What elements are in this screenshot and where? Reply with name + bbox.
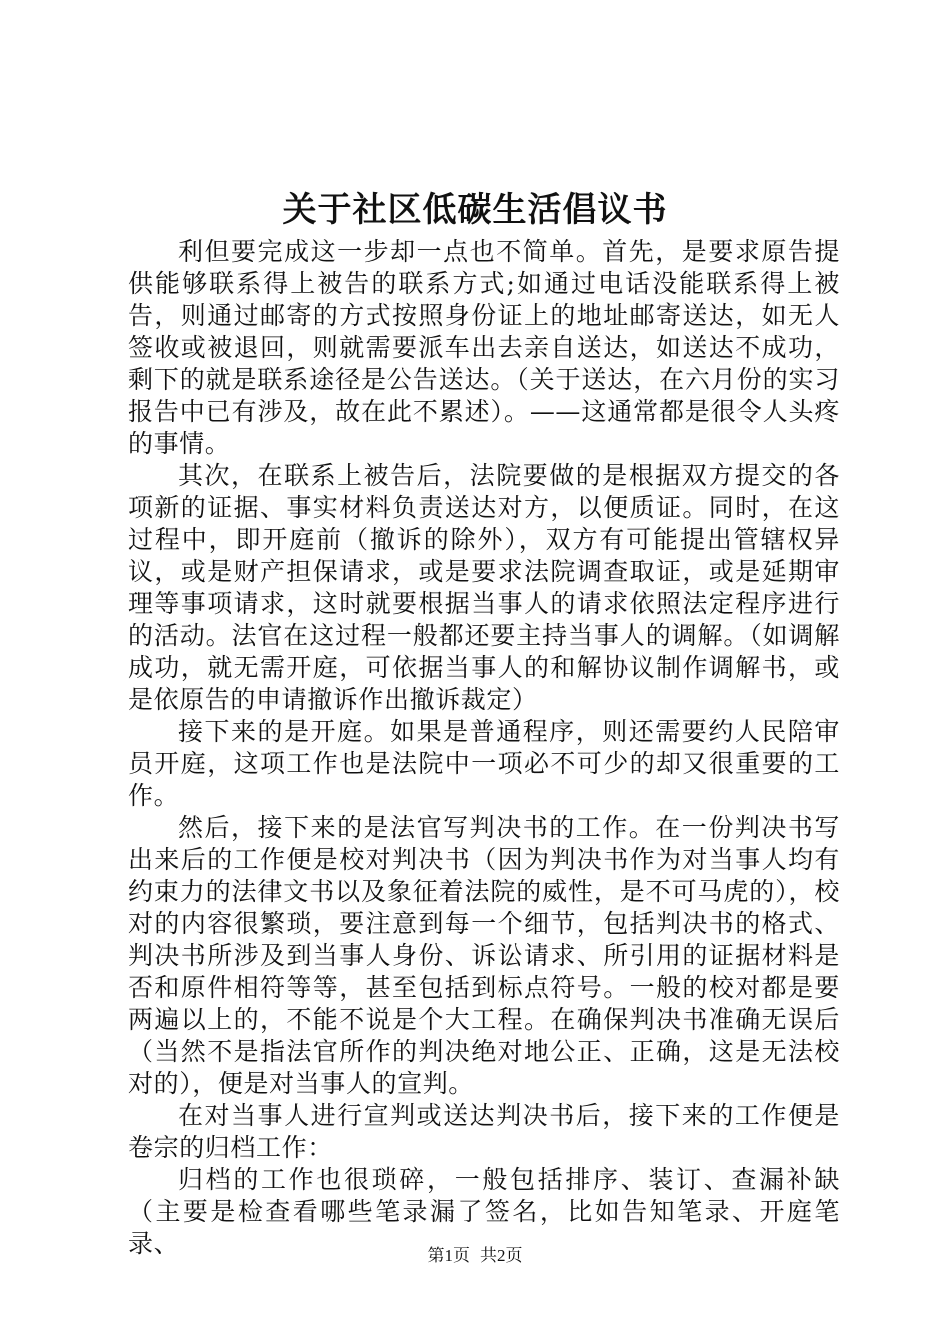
page-total: 共2页	[480, 1246, 523, 1265]
paragraph: 归档的工作也很琐碎，一般包括排序、装订、查漏补缺（主要是检查看哪些笔录漏了签名，比如告知笔录、开庭笔录、	[128, 1165, 840, 1258]
paragraph: 利但要完成这一步却一点也不简单。首先，是要求原告提供能够联系得上被告的联系方式;如通过电话没能联系得上被告，则通过邮寄的方式按照身份证上的地址邮寄送达，如无人签收或被退回，则就需要派车出去亲自送达，如送达不成功，剩下的就是联系途径是公告送达。（关于送达，在六月份的实习报告中已有涉及，故在此不累述）。——这通常都是很令人头疼的事情。	[128, 237, 840, 458]
page-number: 第1页	[427, 1246, 470, 1265]
document-title: 关于社区低碳生活倡议书	[282, 190, 668, 230]
paragraph: 在对当事人进行宣判或送达判决书后，接下来的工作便是卷宗的归档工作：	[128, 1101, 840, 1162]
paragraph: 然后，接下来的是法官写判决书的工作。在一份判决书写出来后的工作便是校对判决书（因为判决书作为对当事人均有约束力的法律文书以及象征着法院的威性，是不可马虎的），校对的内容很繁琐，要注意到每一个细节，包括判决书的格式、判决书所涉及到当事人身份、诉讼请求、所引用的证据材料是否和原件相符等等，甚至包括到标点符号。一般的校对都是要两遍以上的，不能不说是个大工程。在确保判决书准确无误后（当然不是指法官所作的判决绝对地公正、正确，这是无法校对的），便是对当事人的宣判。	[128, 813, 840, 1098]
page-footer	[0, 1244, 950, 1268]
paragraph: 其次，在联系上被告后，法院要做的是根据双方提交的各项新的证据、事实材料负责送达对方，以便质证。同时，在这过程中，即开庭前（撤诉的除外），双方有可能提出管辖权异议，或是财产担保请求，或是要求法院调查取证，或是延期审理等事项请求，这时就要根据当事人的请求依照法定程序进行的活动。法官在这过程一般都还要主持当事人的调解。（如调解成功，就无需开庭，可依据当事人的和解协议制作调解书，或是依原告的申请撤诉作出撤诉裁定）	[128, 461, 840, 714]
paragraph: 接下来的是开庭。如果是普通程序，则还需要约人民陪审员开庭，这项工作也是法院中一项必不可少的却又很重要的工作。	[128, 717, 840, 810]
document-body	[128, 236, 840, 1260]
